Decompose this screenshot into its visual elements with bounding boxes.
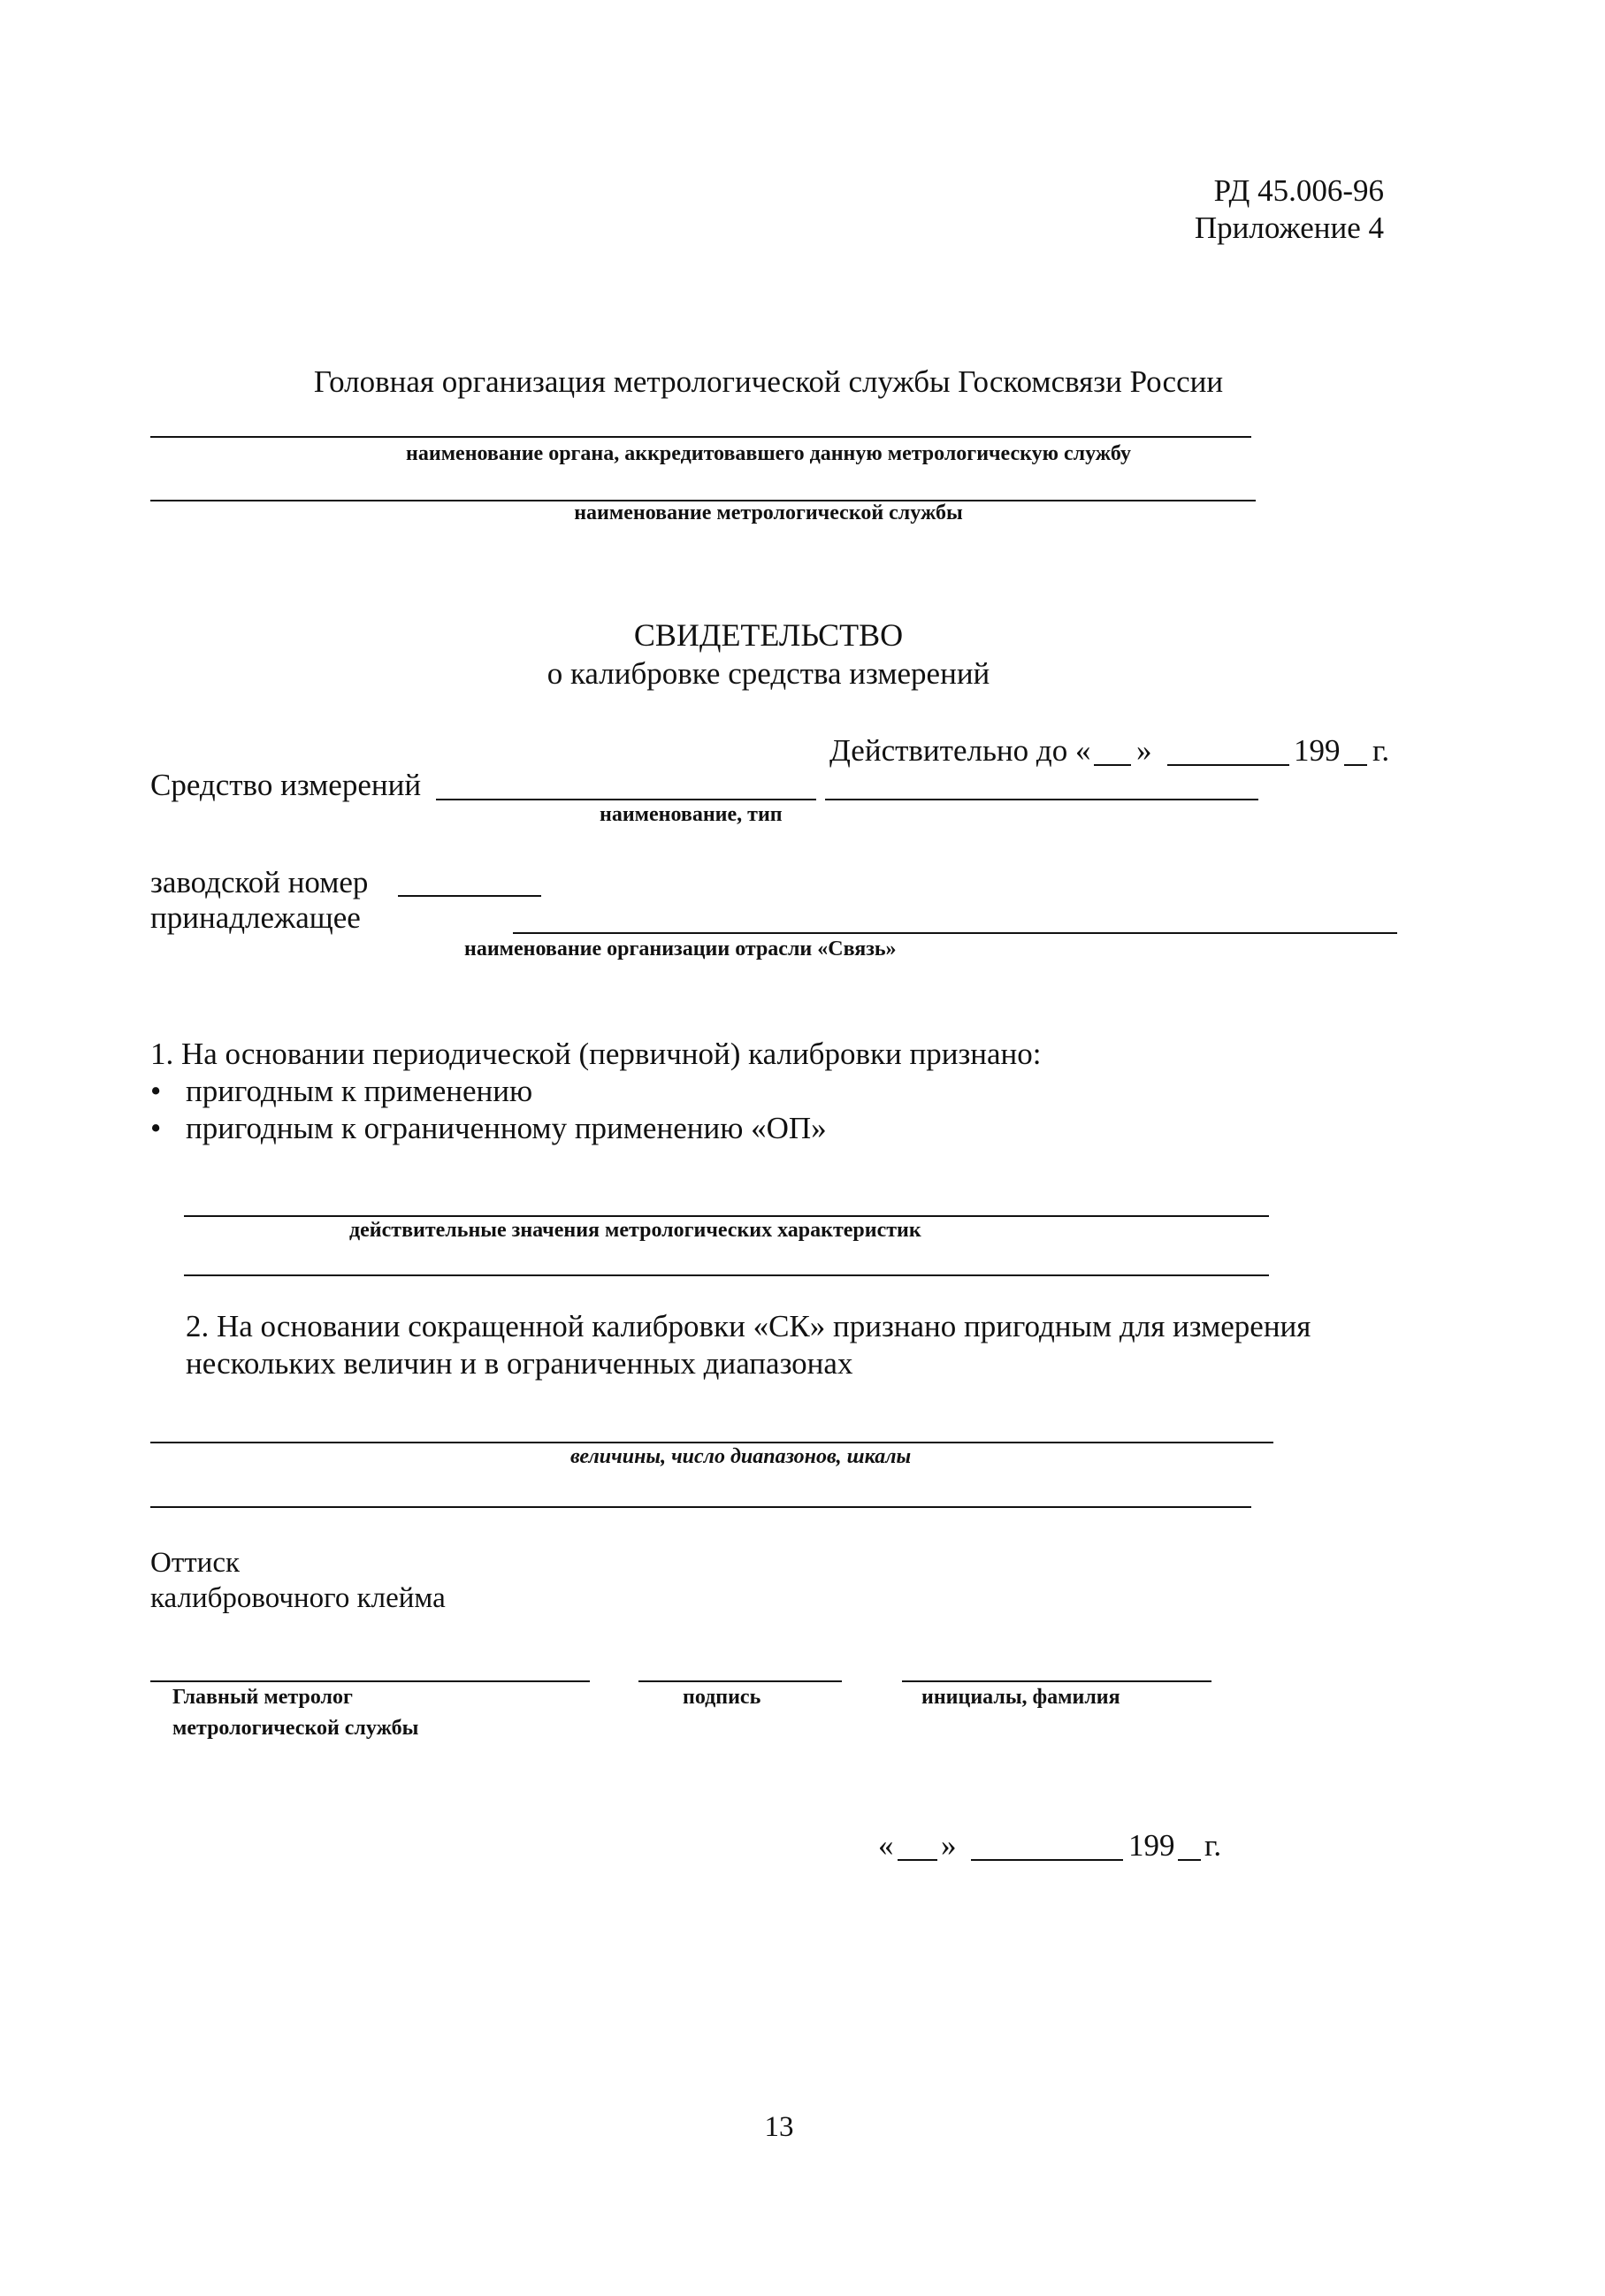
- accrediting-body-line: [150, 436, 1251, 438]
- instrument-type-line: [825, 799, 1258, 800]
- valid-until-close-quote: »: [1136, 733, 1152, 768]
- stamp-label-line1: Оттиск: [150, 1547, 241, 1579]
- metrology-service-label: метрологической службы: [172, 1717, 419, 1740]
- valid-until-label: Действительно до «: [829, 733, 1091, 768]
- date-year-line: [1178, 1859, 1201, 1861]
- date-open-quote: «: [878, 1828, 894, 1863]
- serial-number-line: [398, 895, 541, 897]
- characteristics-line-2: [184, 1274, 1269, 1276]
- quantities-line-2: [150, 1506, 1251, 1508]
- accrediting-body-caption: наименование органа, аккредитовавшего данную метрологическую службу: [406, 442, 1131, 465]
- characteristics-caption: действительные значения метрологических характеристик: [349, 1219, 921, 1242]
- owner-label: принадлежащее: [150, 900, 361, 935]
- bullet-marker: •: [150, 1074, 162, 1108]
- valid-until-year-suffix: г.: [1372, 733, 1390, 768]
- bullet-item-fit: пригодным к применению: [186, 1074, 533, 1108]
- date-day-line: [898, 1859, 937, 1861]
- quantities-line: [150, 1442, 1273, 1443]
- role-line: [150, 1680, 590, 1682]
- instrument-name-line: [436, 799, 816, 800]
- bullet-marker: •: [150, 1111, 162, 1145]
- valid-until-year-line: [1344, 764, 1367, 766]
- name-line: [902, 1680, 1211, 1682]
- date-year: 199: [1128, 1828, 1175, 1863]
- instrument-caption: наименование, тип: [600, 803, 783, 826]
- valid-until-month-line: [1167, 764, 1289, 766]
- date-month-line: [971, 1859, 1123, 1861]
- instrument-label: Средство измерений: [150, 768, 422, 802]
- page-number: 13: [764, 2111, 794, 2143]
- section1-heading: 1. На основании периодической (первичной) калибровки признано:: [150, 1037, 1042, 1071]
- section2-line1: 2. На основании сокращенной калибровки «СК» признано пригодным для измерения: [186, 1309, 1311, 1343]
- characteristics-line: [184, 1215, 1269, 1217]
- section2-line2: нескольких величин и в ограниченных диапазонах: [186, 1346, 853, 1381]
- head-organization: Головная организация метрологической службы Госкомсвязи России: [313, 364, 1224, 399]
- valid-until-day-line: [1094, 764, 1131, 766]
- serial-number-label: заводской номер: [150, 865, 369, 899]
- appendix-label: Приложение 4: [1194, 210, 1384, 245]
- quantities-caption: величины, число диапазонов, шкалы: [570, 1445, 912, 1468]
- stamp-label-line2: калибровочного клейма: [150, 1582, 446, 1614]
- owner-caption: наименование организации отрасли «Связь»: [464, 938, 897, 960]
- metrology-service-caption: наименование метрологической службы: [574, 501, 963, 524]
- signature-line: [638, 1680, 842, 1682]
- signature-caption: подпись: [683, 1686, 761, 1709]
- name-caption: инициалы, фамилия: [921, 1686, 1120, 1709]
- date-close-quote: »: [941, 1828, 957, 1863]
- chief-metrologist-label: Главный метролог: [172, 1686, 353, 1709]
- certificate-subtitle: о калибровке средства измерений: [546, 656, 990, 691]
- document-code: РД 45.006-96: [1213, 173, 1384, 208]
- certificate-title: СВИДЕТЕЛЬСТВО: [633, 617, 904, 653]
- date-year-suffix: г.: [1204, 1828, 1222, 1863]
- owner-line: [513, 932, 1397, 934]
- valid-until-year: 199: [1294, 733, 1341, 768]
- bullet-item-limited: пригодным к ограниченному применению «ОП»: [186, 1111, 827, 1145]
